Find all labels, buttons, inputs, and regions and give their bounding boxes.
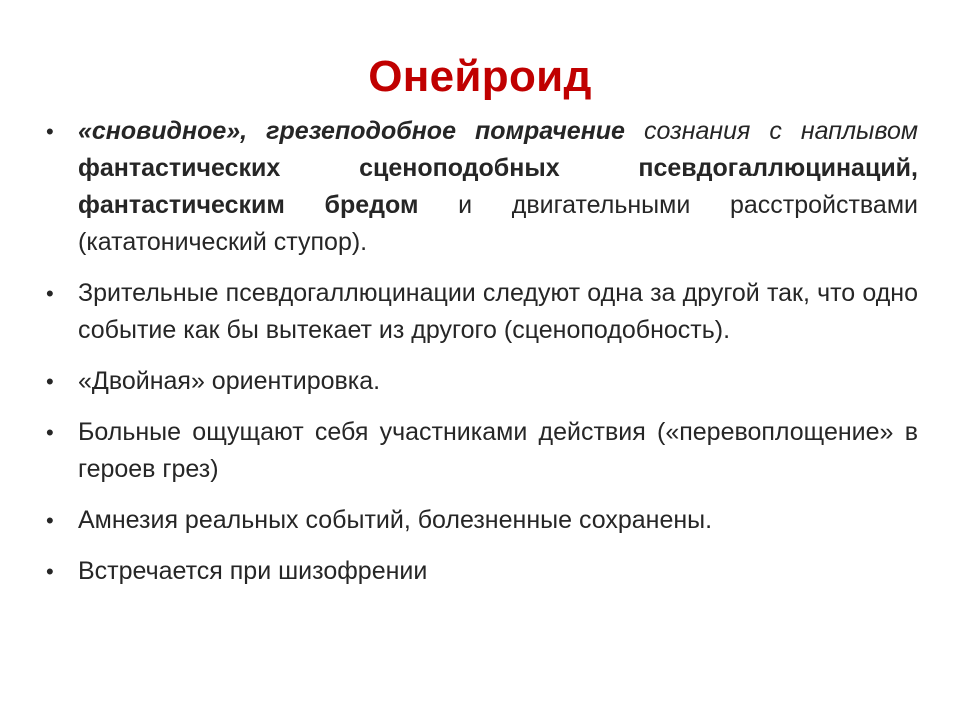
bullet-dot-icon: • — [46, 119, 54, 144]
bullet-item — [46, 275, 918, 349]
bullet-list — [46, 113, 918, 604]
bullet-text: Встречается при шизофрении — [78, 557, 428, 585]
bullet-item — [46, 414, 918, 488]
bullet-text: Амнезия реальных событий, болезненные сохранены. — [78, 506, 713, 534]
bullet-text: Больные ощущают себя участниками действия («перевоплощение» в героев грез) — [78, 418, 918, 483]
bullet-segment: «сновидное», грезеподобное помрачение — [78, 117, 625, 145]
bullet-dot-icon: • — [46, 281, 54, 306]
bullet-segment: и двигательными расстройствами (кататонический ступор). — [78, 191, 918, 256]
bullet-text — [78, 117, 918, 256]
bullet-item — [46, 113, 918, 261]
bullet-text: «Двойная» ориентировка. — [78, 367, 381, 395]
bullet-segment: фантастических сценоподобных псевдогаллюцинаций, фантастическим бредом — [78, 154, 918, 219]
bullet-text: Зрительные псевдогаллюцинации следуют одна за другой так, что одно событие как бы вытекает из другого (сценоподобность). — [78, 279, 918, 344]
bullet-item — [46, 502, 918, 539]
bullet-dot-icon: • — [46, 369, 54, 394]
bullet-item — [46, 553, 918, 590]
bullet-item — [46, 363, 918, 400]
bullet-dot-icon: • — [46, 420, 54, 445]
bullet-dot-icon: • — [46, 559, 54, 584]
bullet-dot-icon: • — [46, 508, 54, 533]
bullet-segment: сознания с наплывом — [624, 117, 918, 145]
slide-title: Онейроид — [368, 52, 592, 102]
